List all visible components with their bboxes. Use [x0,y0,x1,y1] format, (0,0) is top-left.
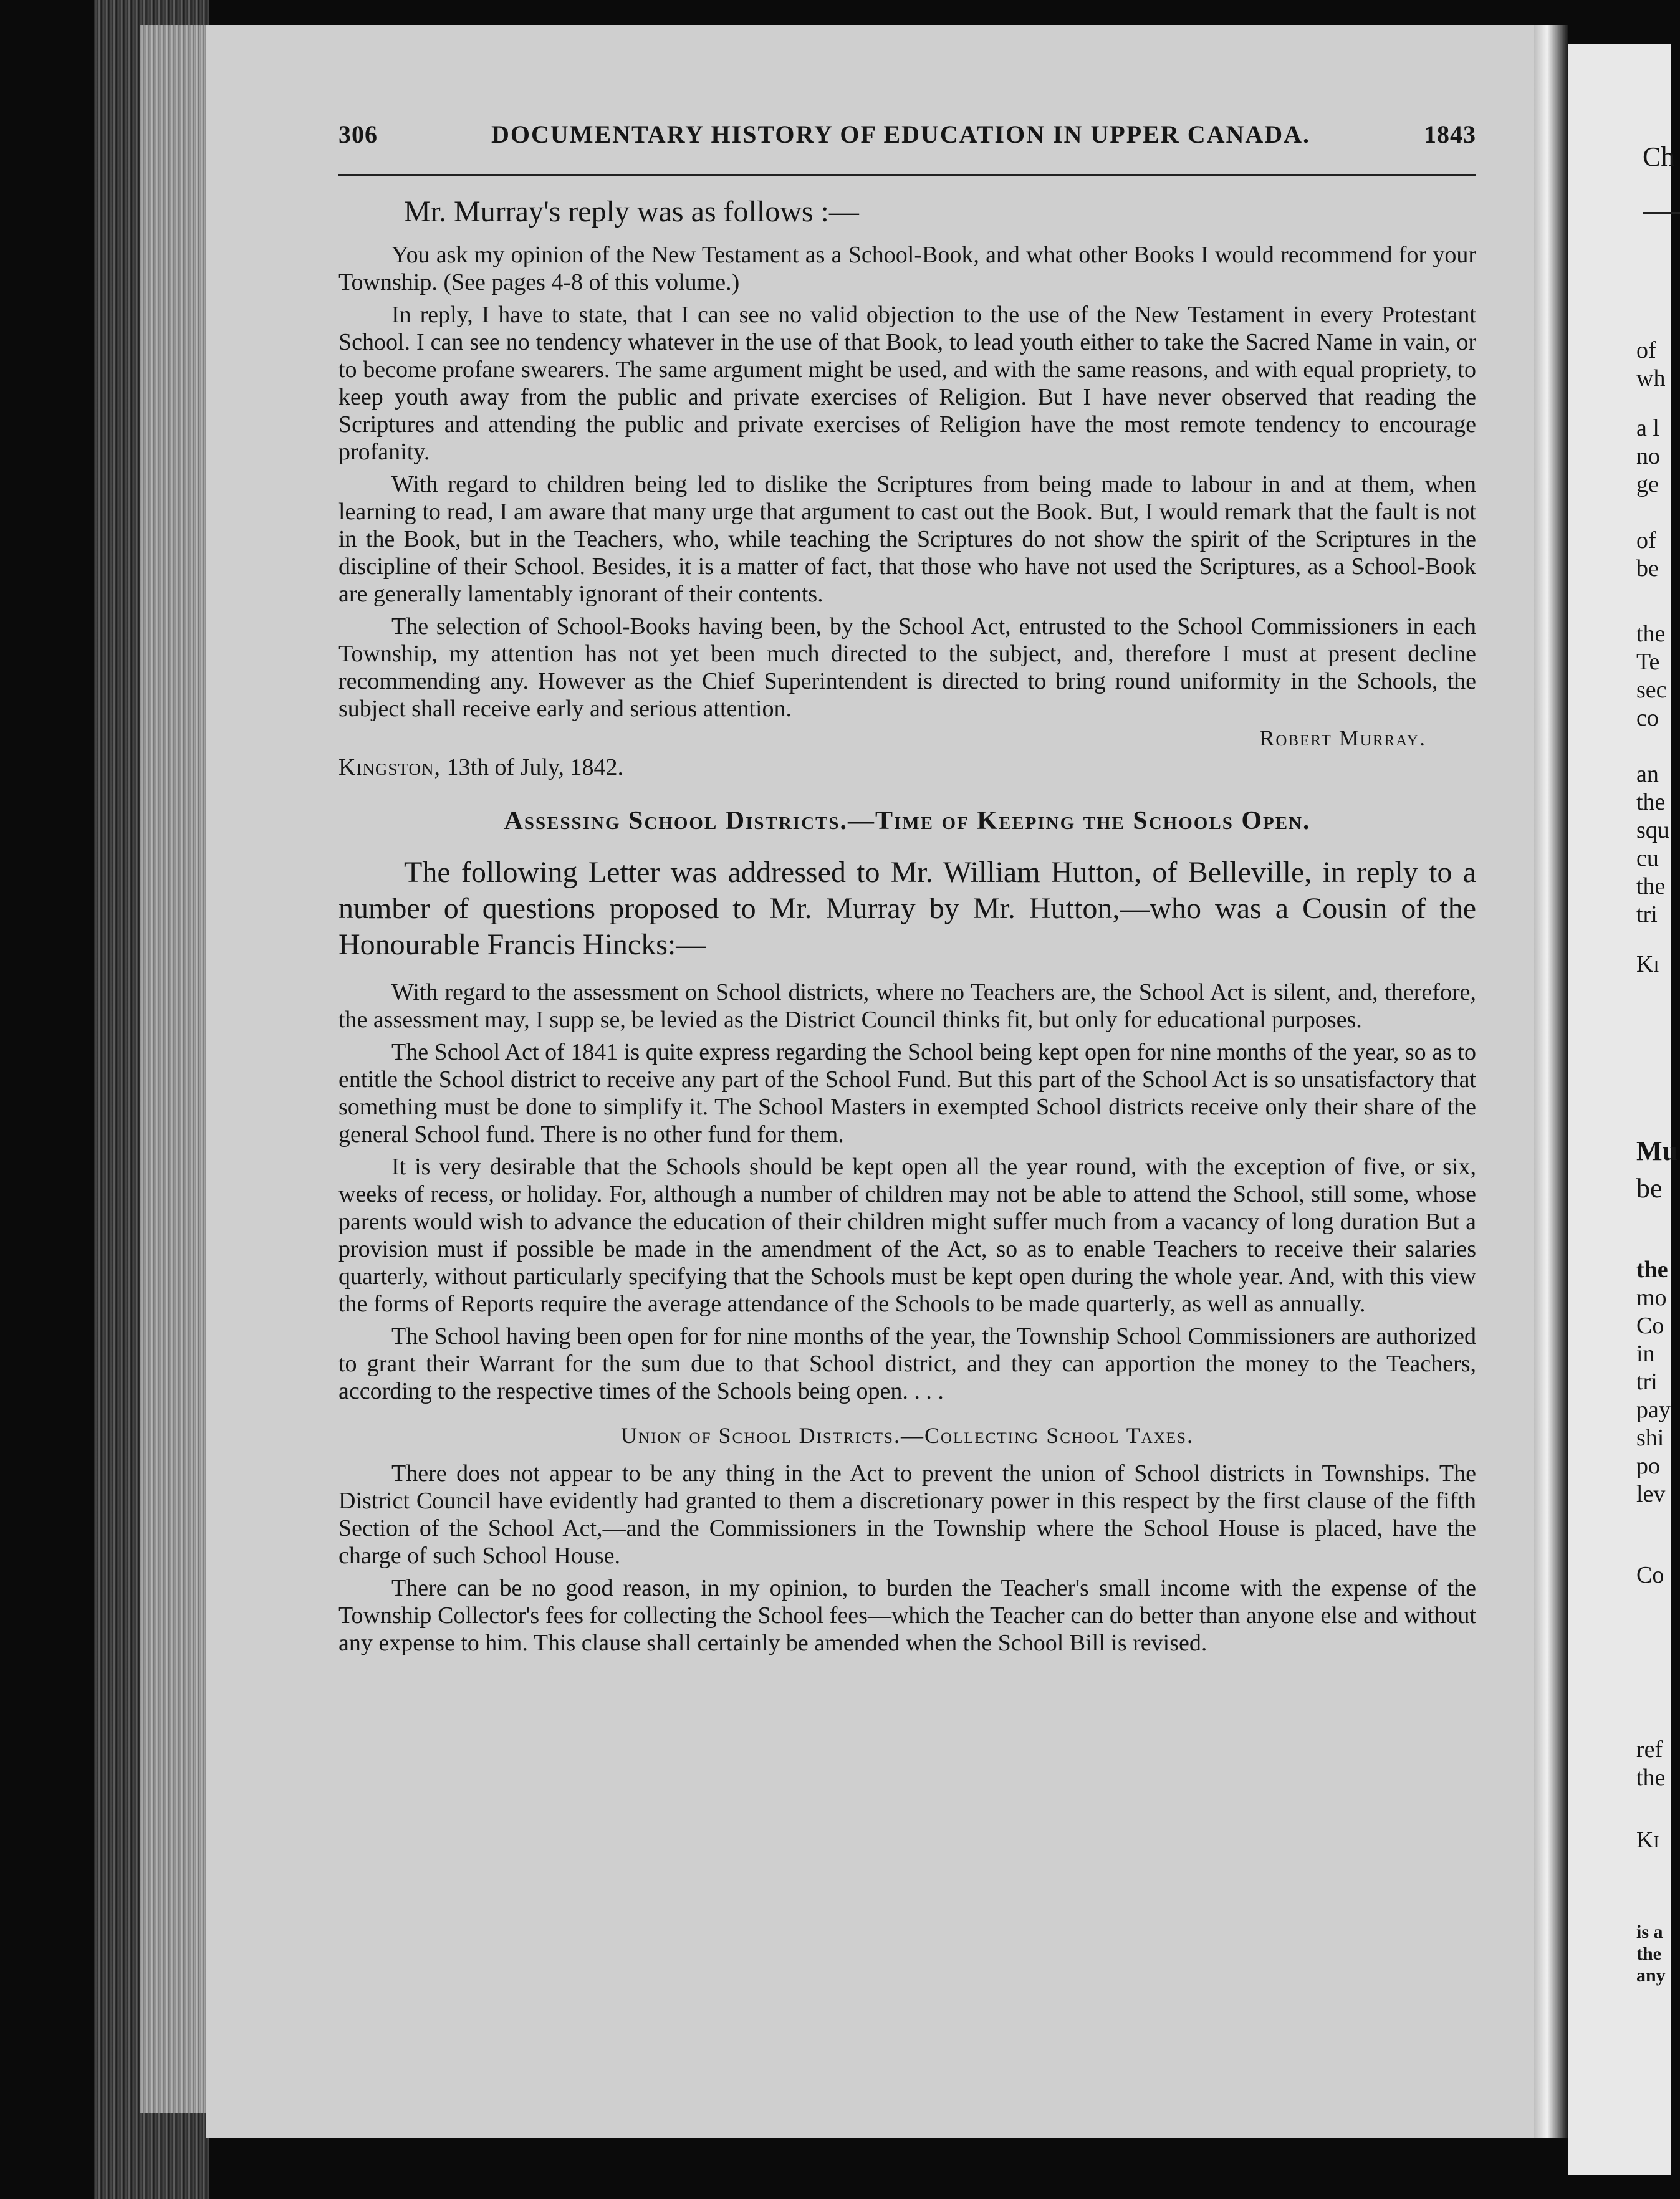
paragraph: There does not appear to be any thing in the Act to prevent the union of School districts in Townships. The District Council have evidently had granted to them a discretionary power in this respect by the first clause of the fifth Section of the School Act,—and the Commissioners in the Township where the School House is placed, have the charge of such School House. [338,1460,1476,1569]
book-gutter [1534,25,1568,2138]
right-fragment: mo [1636,1285,1667,1311]
right-fragment: co [1636,705,1659,731]
running-header [338,120,1476,149]
paragraph: With regard to children being led to dislike the Scriptures from being made to labour in and at them, when learning to read, I am aware that many urge that argument to cast out the Book. But, I would remark that the fault is not in the Book, but in the Teachers, who, while teaching the Scriptures do not show the spirit of the Scriptures in the discipline of their School. Besides, it is a matter of fact, that those who have not used the Scriptures, as a School-Book are generally lamentably ignorant of their contents. [338,471,1476,607]
right-fragment: in [1636,1341,1655,1367]
right-fragment: an [1636,761,1659,787]
paragraph: The School having been open for for nine months of the year, the Township School Commissioners are authorized to grant their Warrant for the sum due to that School district, and they can apportion the money to the Teachers, according to the respective times of the Schools being open. . . . [338,1323,1476,1404]
right-fragment: Ki [1636,951,1659,977]
right-fragment: the [1636,789,1666,815]
running-title: DOCUMENTARY HISTORY OF EDUCATION IN UPPER CANADA. [491,120,1311,148]
paragraph: It is very desirable that the Schools should be kept open all the year round, with the exception of five, or six, weeks of recess, or holiday. For, although a number of children may not be able to attend the School, still some, whose parents would wish to advance the education of their children might suffer much from a vacancy of long duration But a provision must if possible be made in the amendment of the Act, so as to enable Teachers to receive their salaries quarterly, without particularly specifying that the Schools must be kept open during the whole year. And, with this view the forms of Reports require the average attendance of the Schools to be made quarterly, as well as annually. [338,1154,1476,1317]
right-fragment: Te [1636,649,1660,675]
right-fragment: of [1636,337,1656,363]
right-rule [1643,212,1680,214]
paragraph: You ask my opinion of the New Testament as a School-Book, and what other Books I would recommend for your Township. (See pages 4-8 of this volume.) [338,242,1476,295]
right-fragment: the [1636,873,1666,899]
right-fragment: the [1636,1765,1666,1791]
intro-paragraph: The following Letter was addressed to Mr. William Hutton, of Belleville, in reply to a number of questions proposed to Mr. Murray by Mr. Hutton,—who was a Cousin of the Honourable Francis Hincks:— [338,856,1476,961]
right-fragment: wh [1636,365,1666,391]
right-fragment: Mu [1636,1136,1678,1166]
place: Kingston, [338,754,441,780]
right-fragment: po [1636,1453,1660,1479]
header-year: 1843 [1424,120,1476,148]
page-right-fragment [1568,44,1678,2175]
right-fragment: squ [1636,817,1669,843]
right-fragment: be [1636,1173,1663,1204]
date: 13th of July, 1842. [446,754,624,780]
right-fragment: tri [1636,901,1658,927]
right-fragment: ge [1636,471,1659,497]
right-fragment: a l [1636,415,1659,441]
right-fragment: ref [1636,1737,1663,1763]
right-fragment: no [1636,443,1660,469]
subsection-heading: Union of School Districts.—Collecting School Taxes. [621,1423,1194,1448]
right-fragment: is a [1636,1922,1663,1942]
right-fragment: lev [1636,1481,1666,1507]
dateline [338,754,1476,781]
section-heading: Assessing School Districts.—Time of Keeping the Schools Open. [504,807,1311,835]
right-fragment: tri [1636,1369,1658,1395]
paragraph: The selection of School-Books having been, by the School Act, entrusted to the School Commissioners in each Township, my attention has not yet been much directed to the subject, and, therefore I must at present decline recommending any. However as the Chief Superintendent is directed to bring round uniformity in the Schools, the subject shall receive early and serious attention. [338,613,1476,722]
right-fragment: sec [1636,677,1667,703]
right-fragment: be [1636,555,1659,582]
lead-line: Mr. Murray's reply was as follows :— [404,195,859,228]
right-fragment: cu [1636,845,1659,871]
right-fragment: Ki [1636,1827,1659,1853]
right-fragment: Co [1636,1562,1664,1588]
page-number: 306 [338,120,378,148]
right-fragment: pay [1636,1397,1671,1423]
page-content [338,120,1476,1657]
signature: Robert Murray. [1259,726,1426,750]
paragraph: In reply, I have to state, that I can see no valid objection to the use of the New Testament in every Protestant School. I can see no tendency whatever in the use of that Book, to lead youth either to take the Sacred Name in vain, or to become profane swearers. The same argument might be used, and with the same reasons, and with equal propriety, to keep youth away from the public and private exercises of Religion. But I have never observed that reading the Scriptures and attending the public and private exercises of Religion have the most remote tendency to encourage profanity. [338,302,1476,465]
right-fragment: of [1636,527,1656,553]
right-fragment: the [1636,1257,1668,1283]
right-fragment: the [1636,1943,1661,1964]
paragraph: There can be no good reason, in my opinion, to burden the Teacher's small income with the expense of the Township Collector's fees for collecting the School fees—which the Teacher can do better than anyone else and without any expense to him. This clause shall certainly be amended when the School Bill is revised. [338,1575,1476,1656]
paragraph: The School Act of 1841 is quite express regarding the School being kept open for nine months of the year, so as to entitle the School district to receive any part of the School Fund. But this part of the School Act is so unsatisfactory that something must be done to simplify it. The School Masters in exempted School districts receive only their share of the general School fund. There is no other fund for them. [338,1039,1476,1147]
right-fragment: the [1636,621,1666,647]
header-rule [338,174,1476,176]
right-fragment: shi [1636,1425,1664,1451]
right-fragment: any [1636,1965,1666,1986]
right-fragment: Ch [1643,141,1675,172]
paragraph: With regard to the assessment on School districts, where no Teachers are, the School Act is silent, and, therefore, the assessment may, I supp se, be levied as the District Council thinks fit, but only for educational purposes. [338,979,1476,1033]
right-fragment: Co [1636,1313,1664,1339]
book-page-stack [140,25,209,2113]
